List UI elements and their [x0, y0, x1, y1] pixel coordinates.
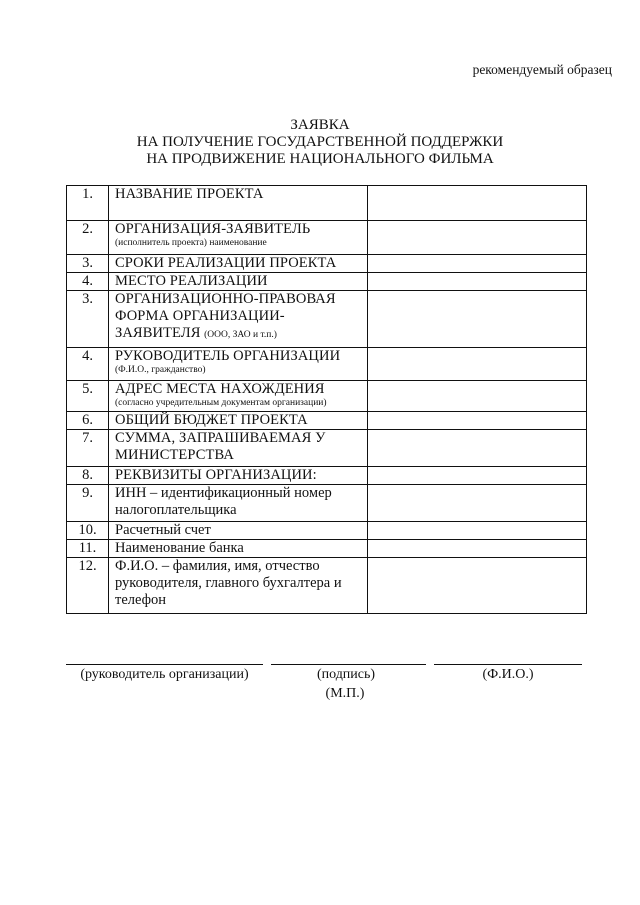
row-label-cell [109, 291, 368, 348]
row-value-cell[interactable] [368, 221, 587, 255]
row-label: СУММА, ЗАПРАШИВАЕМАЯ У МИНИСТЕРСТВА [109, 430, 368, 467]
document-note: рекомендуемый образец [472, 62, 612, 77]
row-value-cell[interactable] [368, 485, 587, 522]
row-value-cell[interactable] [368, 273, 587, 291]
row-label-cell [109, 348, 368, 381]
row-value-cell[interactable] [368, 522, 587, 540]
row-sublabel: (Ф.И.О., гражданство) [115, 365, 206, 375]
title-line-2: НА ПОЛУЧЕНИЕ ГОСУДАРСТВЕННОЙ ПОДДЕРЖКИ [136, 134, 504, 150]
row-label: Ф.И.О. – фамилия, имя, отчество руководителя, главного бухгалтера и телефон [109, 558, 368, 614]
name-signature-label: (Ф.И.О.) [482, 667, 534, 682]
row-label-cell [109, 221, 368, 255]
title-line-1: ЗАЯВКА [290, 117, 350, 133]
form-row-head-of-organization [67, 348, 587, 381]
form-row-inn [67, 485, 587, 522]
row-value-cell[interactable] [368, 558, 587, 614]
form-row-applicant-organization [67, 221, 587, 255]
row-label: НАЗВАНИЕ ПРОЕКТА [109, 186, 368, 221]
row-label-cell [109, 381, 368, 412]
form-row-project-dates [67, 255, 587, 273]
form-row-legal-form [67, 291, 587, 348]
row-number: 8. [67, 467, 109, 485]
row-value-cell[interactable] [368, 255, 587, 273]
row-number: 3. [67, 255, 109, 273]
row-label: ОРГАНИЗАЦИОННО-ПРАВОВАЯ ФОРМА ОРГАНИЗАЦИИ-ЗАЯВИТЕЛЯ [115, 291, 336, 341]
row-value-cell[interactable] [368, 467, 587, 485]
row-label: РЕКВИЗИТЫ ОРГАНИЗАЦИИ: [109, 467, 368, 485]
document-title [0, 117, 640, 168]
row-label: МЕСТО РЕАЛИЗАЦИИ [109, 273, 368, 291]
row-number: 1. [67, 186, 109, 221]
sign-signature-line[interactable] [271, 664, 426, 665]
form-row-bank-name [67, 540, 587, 558]
row-sublabel: (согласно учредительным документам организации) [115, 398, 327, 408]
row-number: 5. [67, 381, 109, 412]
sign-signature-label: (подпись) [316, 667, 376, 682]
row-label: РУКОВОДИТЕЛЬ ОРГАНИЗАЦИИ [115, 348, 341, 364]
row-number: 9. [67, 485, 109, 522]
form-row-location [67, 273, 587, 291]
row-label: СРОКИ РЕАЛИЗАЦИИ ПРОЕКТА [109, 255, 368, 273]
name-signature-line[interactable] [434, 664, 582, 665]
row-value-cell[interactable] [368, 348, 587, 381]
form-row-contacts [67, 558, 587, 614]
form-row-requested-amount [67, 430, 587, 467]
stamp-label: (М.П.) [325, 686, 365, 701]
row-label: АДРЕС МЕСТА НАХОЖДЕНИЯ [115, 381, 325, 397]
row-sublabel: (ООО, ЗАО и т.п.) [204, 330, 277, 340]
row-number: 4. [67, 348, 109, 381]
row-number: 4. [67, 273, 109, 291]
row-value-cell[interactable] [368, 412, 587, 430]
row-label: ОРГАНИЗАЦИЯ-ЗАЯВИТЕЛЬ [115, 221, 311, 237]
form-row-account [67, 522, 587, 540]
row-number: 2. [67, 221, 109, 255]
form-row-total-budget [67, 412, 587, 430]
row-number: 6. [67, 412, 109, 430]
row-label: Расчетный счет [109, 522, 368, 540]
title-line-3: НА ПРОДВИЖЕНИЕ НАЦИОНАЛЬНОГО ФИЛЬМА [146, 151, 494, 167]
row-value-cell[interactable] [368, 291, 587, 348]
row-label: ОБЩИЙ БЮДЖЕТ ПРОЕКТА [109, 412, 368, 430]
row-label: ИНН – идентификационный номер налогоплательщика [109, 485, 368, 522]
row-value-cell[interactable] [368, 540, 587, 558]
row-label: Наименование банка [109, 540, 368, 558]
row-number: 10. [67, 522, 109, 540]
form-row-bank-details [67, 467, 587, 485]
row-value-cell[interactable] [368, 186, 587, 221]
head-signature-line[interactable] [66, 664, 263, 665]
head-signature-label: (руководитель организации) [80, 667, 249, 682]
row-sublabel: (исполнитель проекта) наименование [115, 238, 267, 248]
row-value-cell[interactable] [368, 430, 587, 467]
row-number: 3. [67, 291, 109, 348]
form-row-address [67, 381, 587, 412]
row-number: 7. [67, 430, 109, 467]
row-number: 11. [67, 540, 109, 558]
row-value-cell[interactable] [368, 381, 587, 412]
form-row-project-name [67, 186, 587, 221]
application-form-table [66, 185, 587, 614]
row-number: 12. [67, 558, 109, 614]
